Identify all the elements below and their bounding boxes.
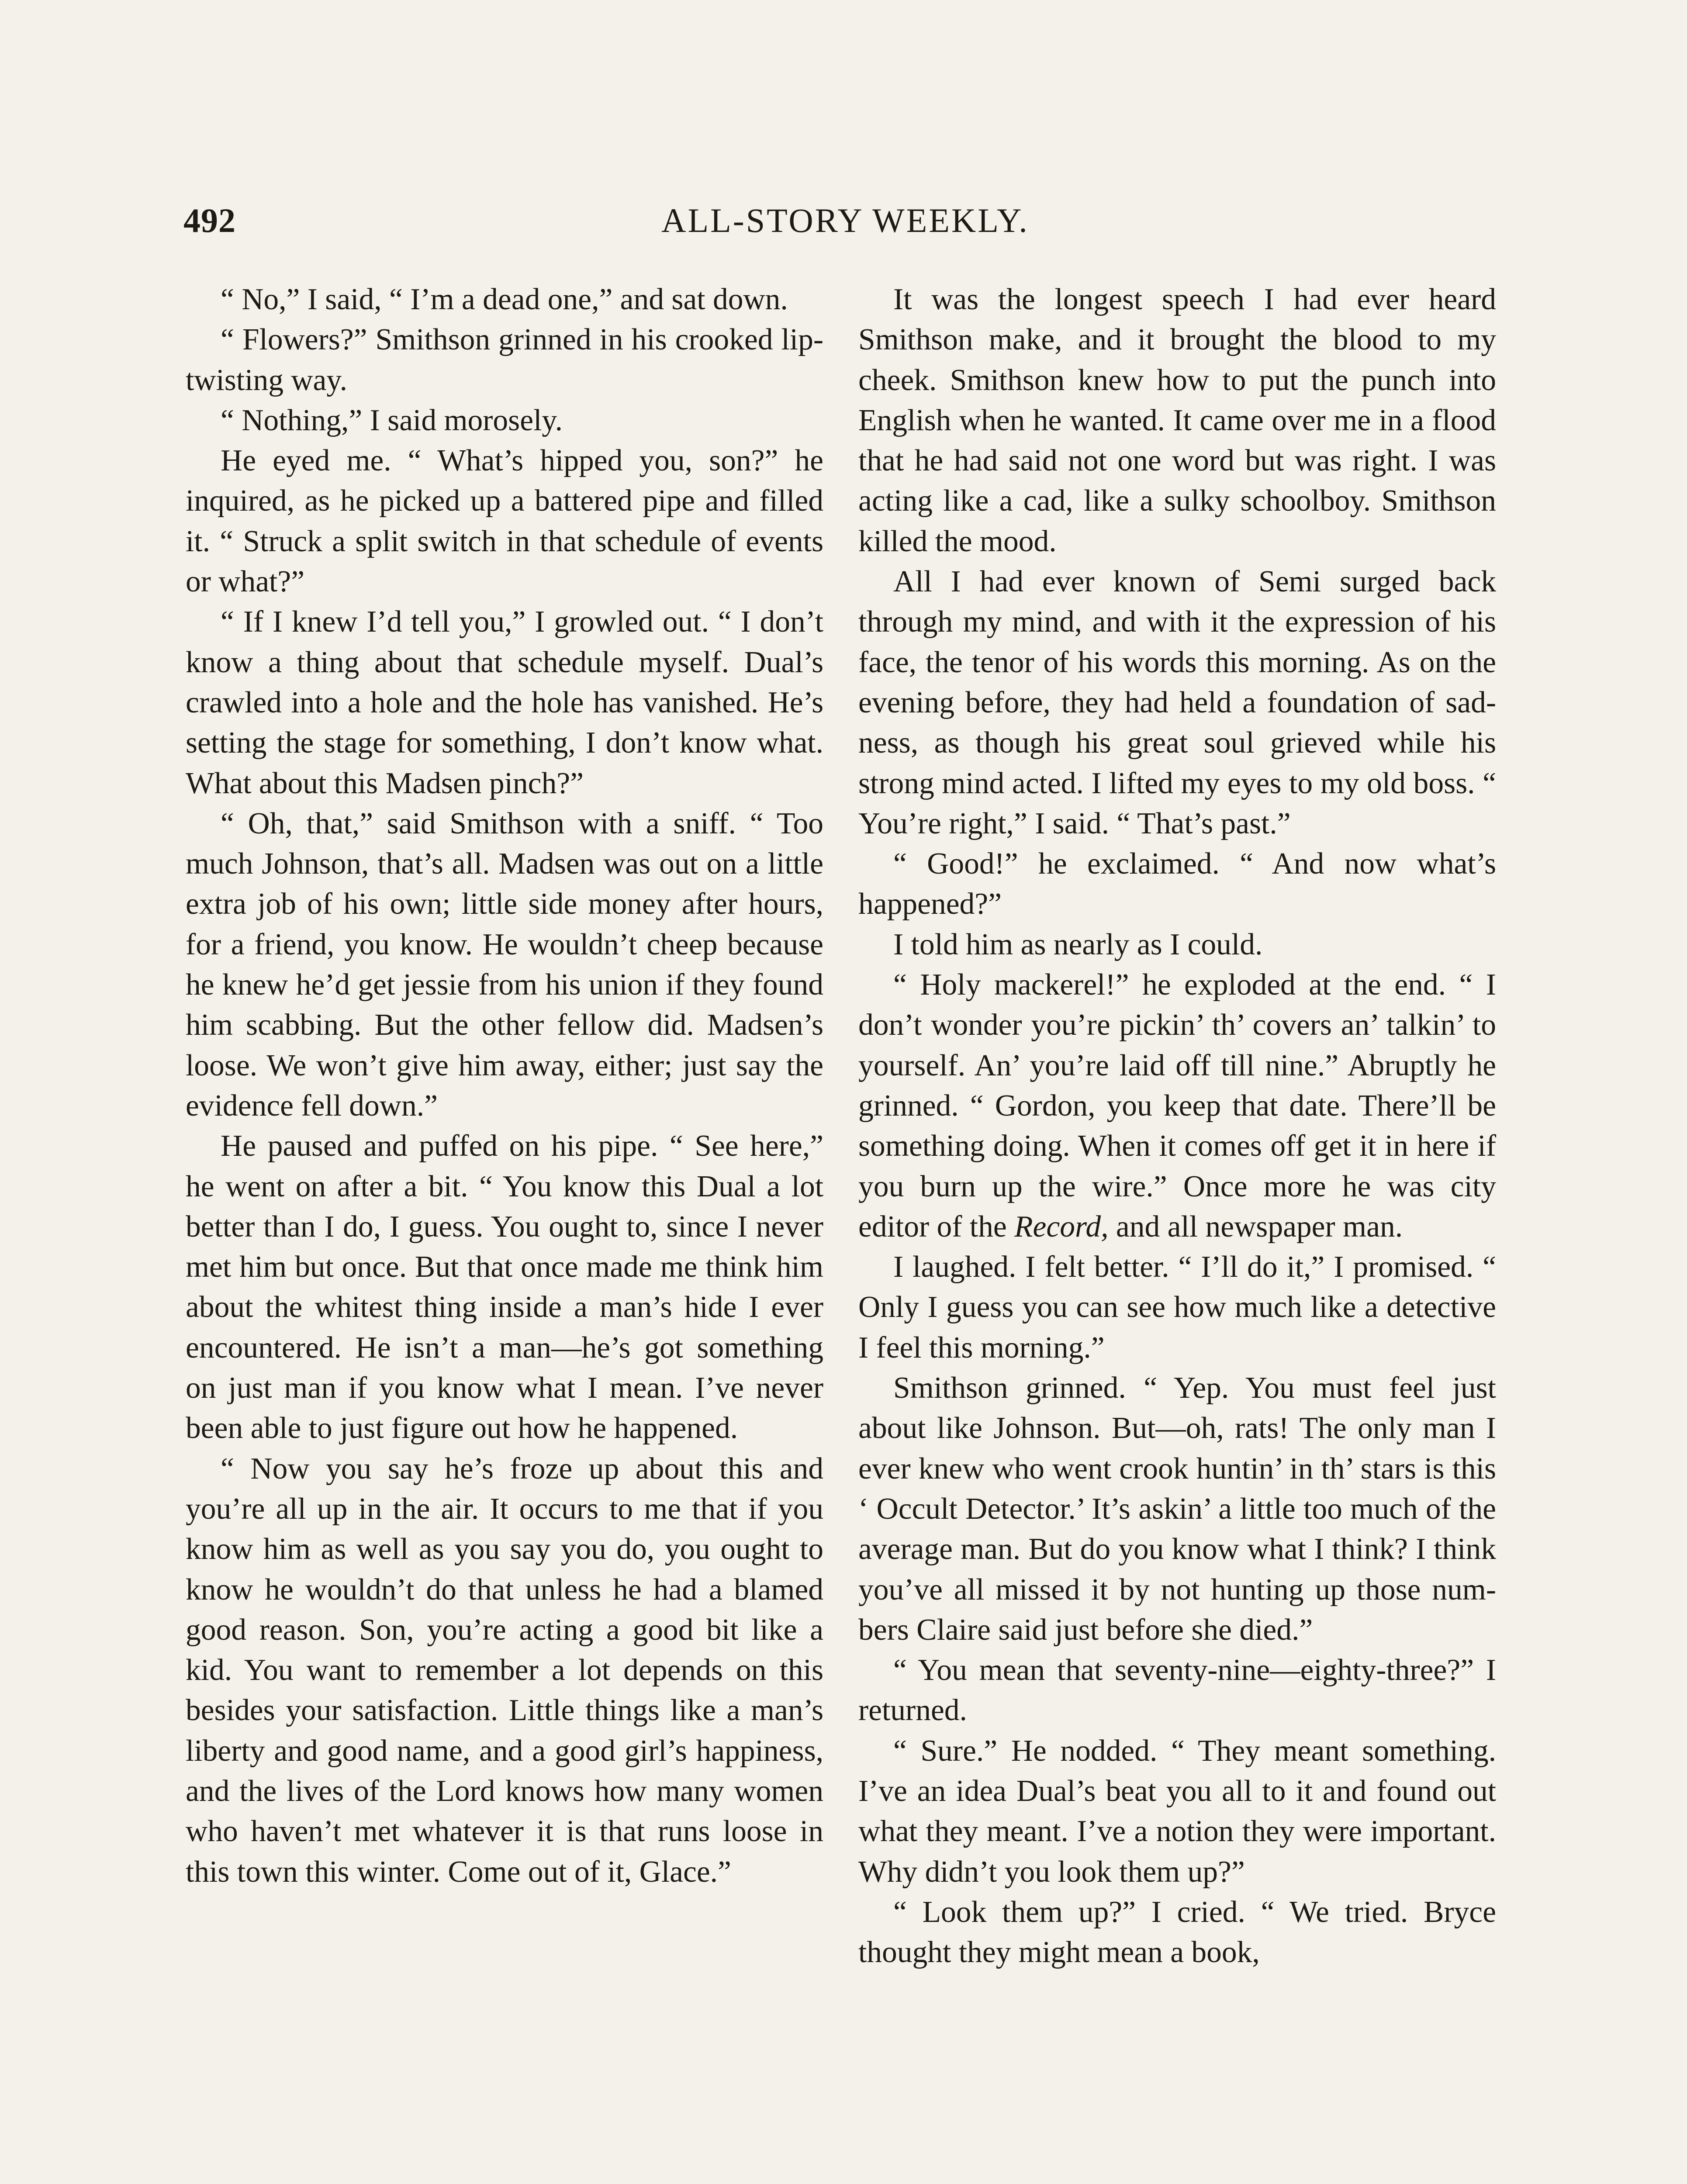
paragraph: “ Oh, that,” said Smithson with a sniff. “ Too much Johnson, that’s all. Madsen was out on a little extra job of his own; little side money after hours, for a friend, you know. He wouldn’t cheep because he knew he’d get jessie from his union if they found him scabbing. But the other fellow did. Madsen’s loose. We won’t give him away, either; just say the evidence fell down.” <box>186 806 823 1123</box>
paragraph-with-italic <box>858 965 1496 1247</box>
running-title: ALL-STORY WEEKLY. <box>661 201 1029 239</box>
paragraph: “ Nothing,” I said morosely. <box>221 403 563 437</box>
paragraph: It was the longest speech I had ever heard Smithson make, and it brought the blood to my cheek. Smithson knew how to put the punch into English when he wanted. It came over me in a flood that he had said not one word but was right. I was acting like a cad, like a sulky schoolboy. Smithson killed the mood. <box>858 283 1496 558</box>
paragraph-tail: and all newspaper man. <box>1108 1209 1403 1244</box>
left-column <box>186 280 823 1892</box>
paragraph: I told him as nearly as I could. <box>893 927 1263 961</box>
paragraph: “ Look them up?” I cried. “ We tried. Bryce thought they might mean a book, <box>858 1895 1496 1970</box>
paragraph: “ No,” I said, “ I’m a dead one,” and sat down. <box>221 283 788 316</box>
paragraph: “ Good!” he exclaimed. “ And now what’s happened?” <box>858 847 1496 921</box>
paragraph: “ Sure.” He nodded. “ They meant something. I’ve an idea Dual’s beat you all to it and found out what they meant. I’ve a notion they were important. Why didn’t you look them up?” <box>858 1734 1496 1889</box>
paragraph: He paused and puffed on his pipe. “ See here,” he went on after a bit. “ You know this Dual a lot better than I do, I guess. You ought to, since I never met him but once. But that once made me think him about the whitest thing inside a man’s hide I ever encountered. He isn’t a man—he’s got something on just man if you know what I mean. I’ve never been able to just figure out how he happened. <box>186 1129 823 1445</box>
page-header <box>183 201 1507 258</box>
paragraph-text: “ Holy mackerel!” he exploded at the end. “ I don’t wonder you’re pickin’ th’ covers an’ talkin’ to yourself. An’ you’re laid off till nine.” Abruptly he grinned. “ Gordon, you keep that date. There’ll be something doing. When it comes off get it in here if you burn up the wire.” Once more he was city editor of the <box>858 968 1496 1244</box>
newspaper-title: Record, <box>1014 1209 1109 1244</box>
paragraph: “ If I knew I’d tell you,” I growled out. “ I don’t know a thing about that schedule myself. Dual’s crawled into a hole and the hole has vanished. He’s setting the stage for something, I don’t know what. What about this Madsen pinch?” <box>186 605 823 800</box>
paragraph: Smithson grinned. “ Yep. You must feel just about like Johnson. But—oh, rats! The only man I ever knew who went crook huntin’ in th’ stars is this ‘ Occult Detector.’ It’s askin’ a little too much of the average man. But do you know what I think? I think you’ve all missed it by not hunting up those numbers Claire said just before she died.” <box>858 1371 1496 1647</box>
paragraph: “ Now you say he’s froze up about this and you’re all up in the air. It occurs to me that if you know him as well as you say you do, you ought to know he wouldn’t do that unless he had a blamed good reason. Son, you’re acting a good bit like a kid. You want to remember a lot depends on this besides your satisfaction. Little things like a man’s liberty and good name, and a good girl’s happiness, and the lives of the Lord knows how many women who haven’t met whatever it is that runs loose in this town this winter. Come out of it, Glace.” <box>186 1451 823 1889</box>
paragraph: I laughed. I felt better. “ I’ll do it,” I promised. “ Only I guess you can see how much like a detective I feel this morning.” <box>858 1250 1496 1365</box>
paragraph: “ You mean that seventy-nine—eighty-three?” I returned. <box>858 1653 1496 1728</box>
page-number: 492 <box>183 201 236 239</box>
paragraph: He eyed me. “ What’s hipped you, son?” he inquired, as he picked up a battered pipe and filled it. “ Struck a split switch in that schedule of events or what?” <box>186 444 823 599</box>
right-column <box>858 280 1496 1973</box>
paragraph: “ Flowers?” Smithson grinned in his crooked lip-twisting way. <box>186 323 823 397</box>
paragraph: All I had ever known of Semi surged back through my mind, and with it the expression of his face, the tenor of his words this morning. As on the evening before, they had held a foundation of sadness, as though his great soul grieved while his strong mind acted. I lifted my eyes to my old boss. “ You’re right,” I said. “ That’s past.” <box>858 565 1496 840</box>
